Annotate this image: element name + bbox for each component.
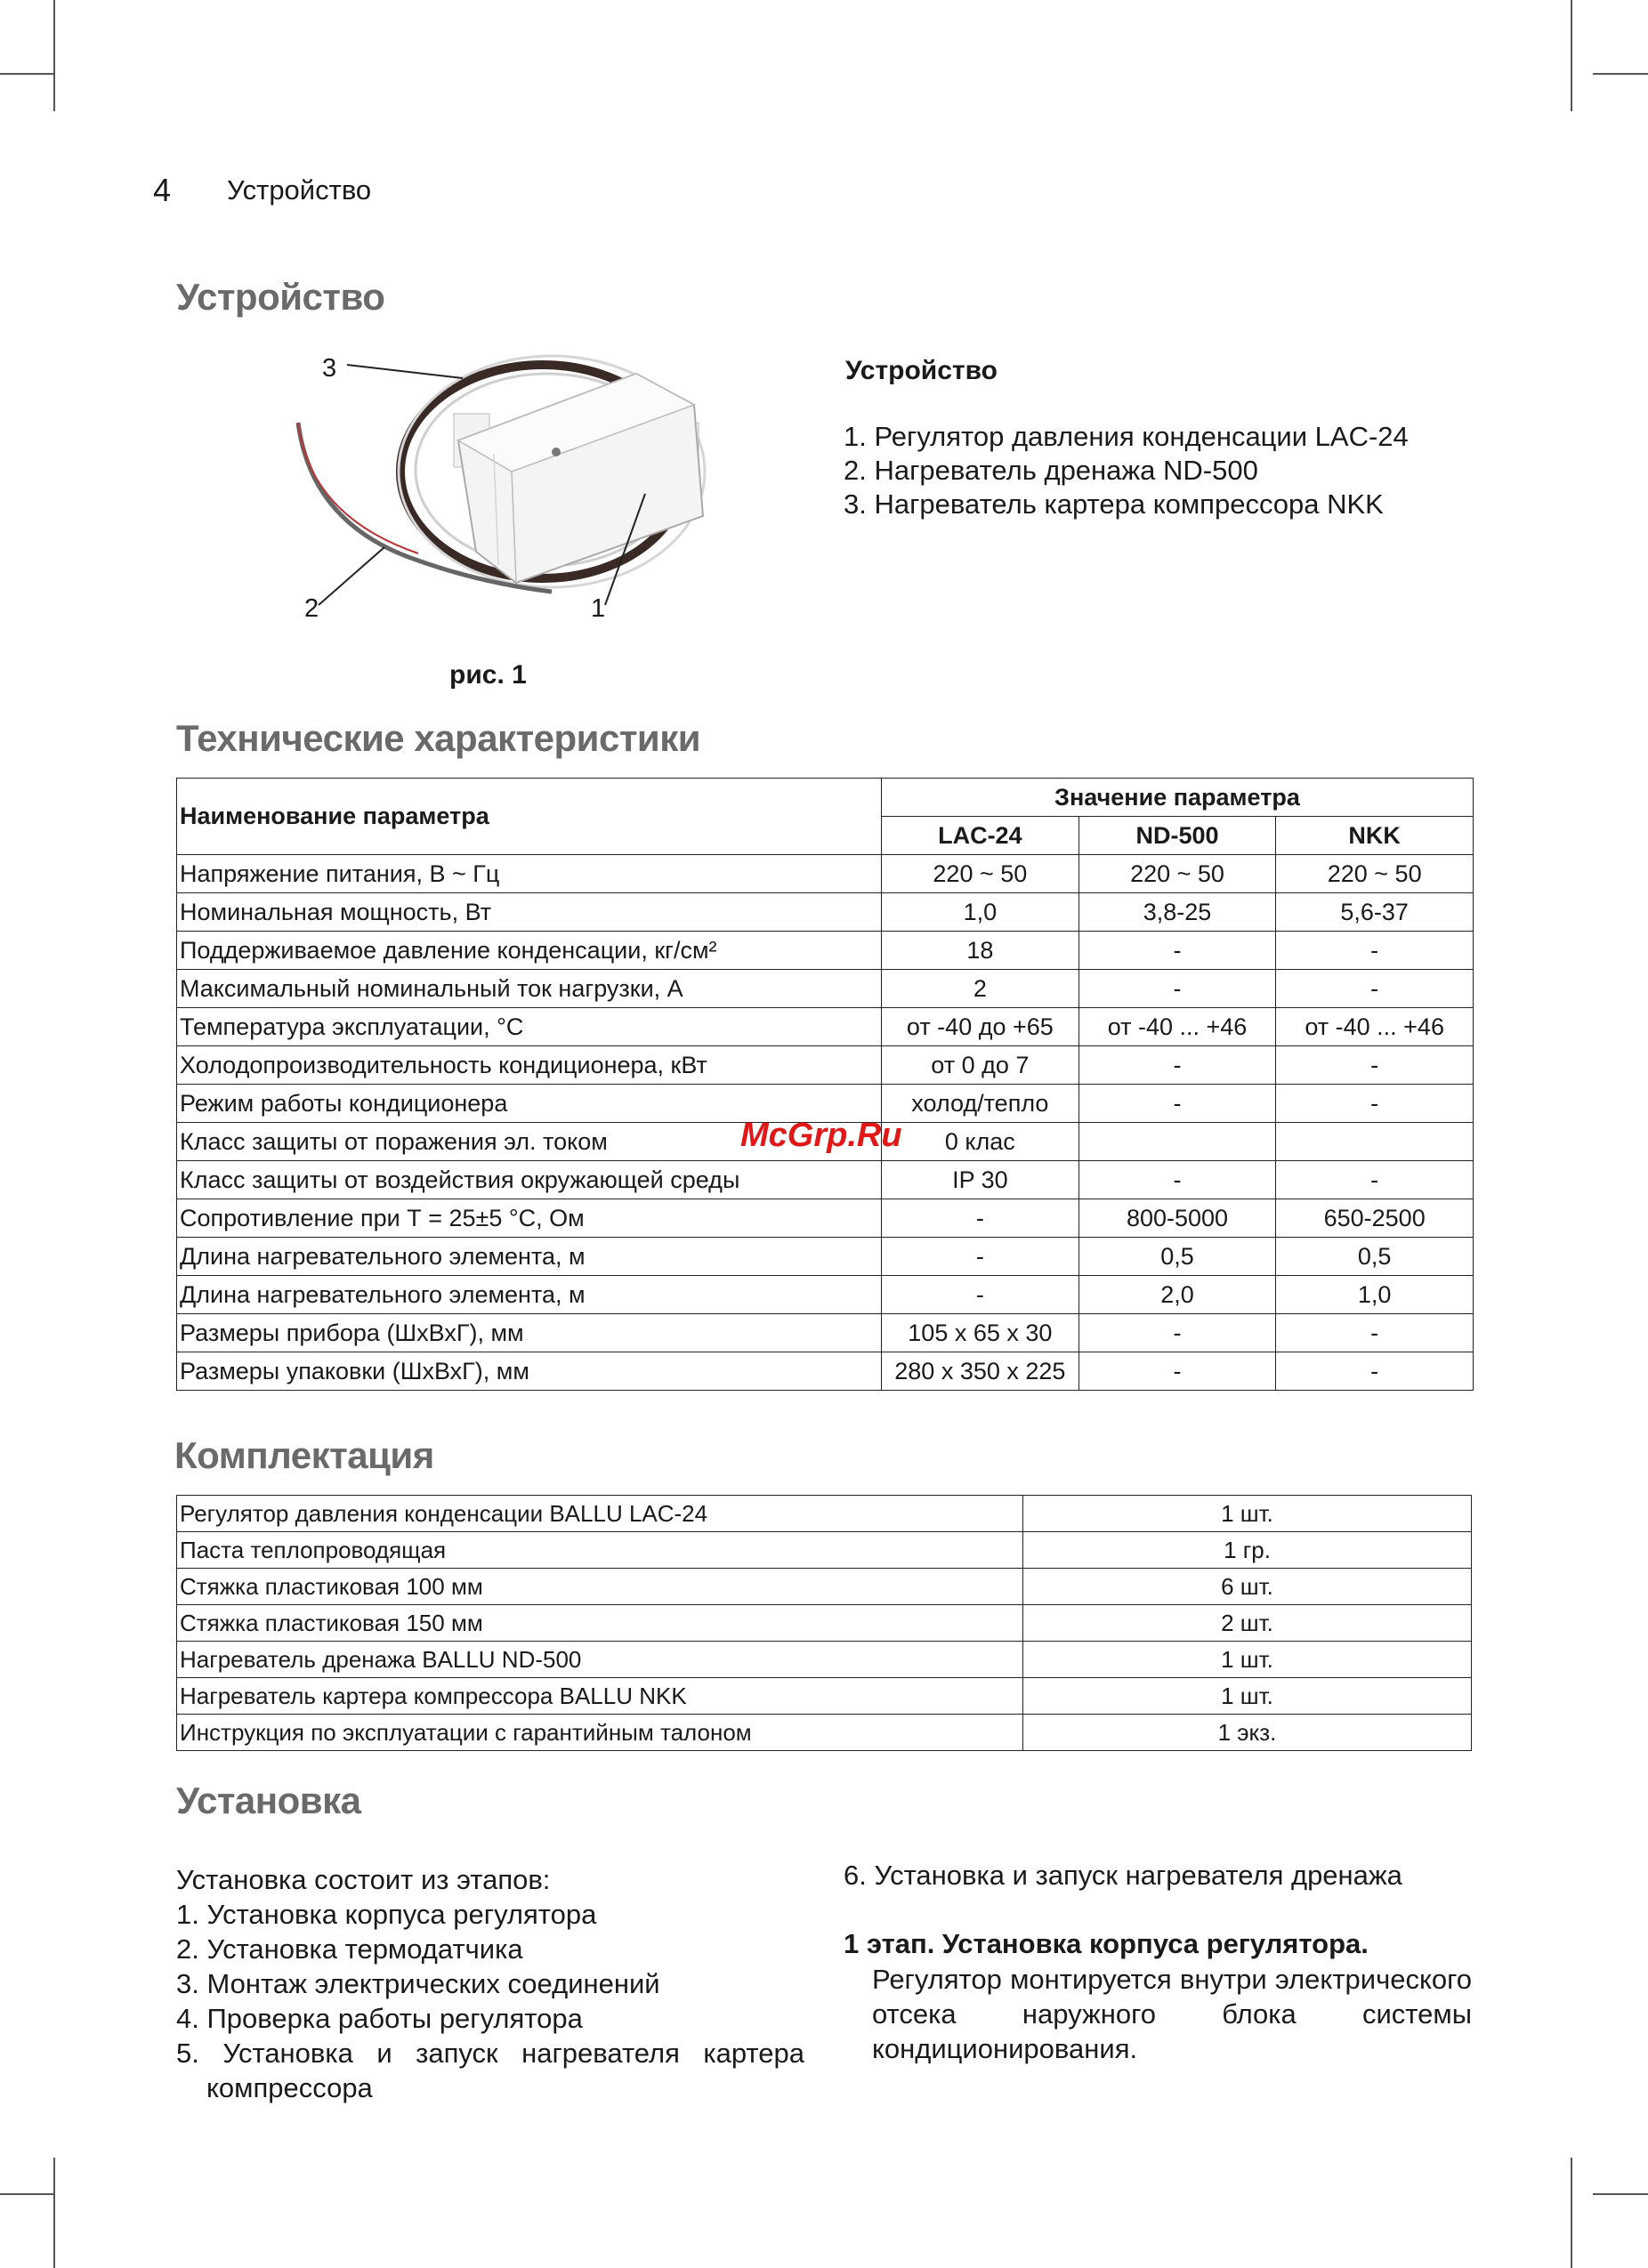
list-item: 4. Проверка работы регулятора (176, 2003, 583, 2034)
kit-item-name: Инструкция по эксплуатации с гарантийным талоном (177, 1715, 1023, 1751)
kit-item-name: Стяжка пластиковая 100 мм (177, 1569, 1023, 1605)
crop-mark (1593, 2193, 1648, 2195)
table-row (177, 1161, 1474, 1199)
param-value: - (1276, 970, 1474, 1008)
section-heading-specs: Технические характеристики (176, 717, 701, 759)
kit-item-qty: 1 гр. (1023, 1532, 1472, 1569)
device-list-title: Устройство (845, 356, 998, 385)
list-item: 5. Установка и запуск нагревателя картера компрессора (176, 2038, 804, 2103)
param-name: Длина нагревательного элемента, м (177, 1276, 882, 1314)
param-name: Напряжение питания, В ~ Гц (177, 855, 882, 893)
table-row (177, 1276, 1474, 1314)
kit-item-name: Нагреватель картера компрессора BALLU NKK (177, 1678, 1023, 1715)
section-heading-device: Устройство (176, 276, 385, 318)
table-row (177, 1496, 1472, 1532)
table-row (177, 1605, 1472, 1642)
param-value: - (1078, 932, 1276, 970)
param-value: 650-2500 (1276, 1199, 1474, 1238)
param-value: IP 30 (882, 1161, 1079, 1199)
crop-mark (1571, 0, 1572, 111)
figure-caption: рис. 1 (449, 660, 527, 690)
list-item: 3. Нагреватель картера компрессора NKK (844, 488, 1384, 520)
header-model: NKK (1276, 817, 1474, 855)
kit-item-qty: 1 шт. (1023, 1642, 1472, 1678)
kit-item-name: Стяжка пластиковая 150 мм (177, 1605, 1023, 1642)
param-value: 1,0 (1276, 1276, 1474, 1314)
param-name: Размеры упаковки (ШхВхГ), мм (177, 1352, 882, 1391)
header-model: LAC-24 (882, 817, 1079, 855)
kit-item-qty: 1 шт. (1023, 1496, 1472, 1532)
page-number: 4 (153, 172, 172, 208)
param-value: 0,5 (1078, 1238, 1276, 1276)
param-name: Сопротивление при Т = 25±5 °С, Ом (177, 1199, 882, 1238)
table-row (177, 1352, 1474, 1391)
section-heading-install: Установка (176, 1780, 361, 1821)
param-name: Класс защиты от поражения эл. током (177, 1123, 882, 1161)
param-value: - (1078, 1046, 1276, 1085)
device-figure (285, 338, 747, 623)
table-row (177, 1715, 1472, 1751)
table-row (177, 1642, 1472, 1678)
param-value: 18 (882, 932, 1079, 970)
param-value: 2 (882, 970, 1079, 1008)
param-value: 3,8-25 (1078, 893, 1276, 932)
param-name: Поддерживаемое давление конденсации, кг/см² (177, 932, 882, 970)
table-row (177, 932, 1474, 970)
param-value: от 0 до 7 (882, 1046, 1079, 1085)
figure-label-2: 2 (304, 594, 319, 623)
header-model: ND-500 (1078, 817, 1276, 855)
crop-mark (53, 0, 55, 111)
specs-table (176, 778, 1474, 1391)
install-intro: Установка состоит из этапов: (176, 1864, 551, 1895)
param-value: - (1276, 1161, 1474, 1199)
watermark: McGrp.Ru (740, 1117, 902, 1154)
header-value: Значение параметра (882, 779, 1474, 817)
list-item: 1. Установка корпуса регулятора (176, 1899, 597, 1930)
kit-item-name: Нагреватель дренажа BALLU ND-500 (177, 1642, 1023, 1678)
crop-mark (1593, 73, 1648, 75)
stage1-title: 1 этап. Установка корпуса регулятора. (844, 1928, 1369, 1959)
crop-mark (0, 73, 53, 75)
table-row (177, 893, 1474, 932)
figure-label-1: 1 (591, 594, 606, 623)
table-row (177, 1678, 1472, 1715)
param-value: 280 x 350 x 225 (882, 1352, 1079, 1391)
kit-item-qty: 1 шт. (1023, 1678, 1472, 1715)
param-value: - (1276, 1352, 1474, 1391)
device-list (844, 420, 1409, 521)
param-name: Холодопроизводительность кондиционера, кВт (177, 1046, 882, 1085)
kit-item-qty: 2 шт. (1023, 1605, 1472, 1642)
param-name: Режим работы кондиционера (177, 1085, 882, 1123)
param-value: - (882, 1238, 1079, 1276)
param-value: - (1078, 1161, 1276, 1199)
figure-label-3: 3 (322, 354, 337, 383)
param-value: - (1078, 970, 1276, 1008)
list-item: 2. Нагреватель дренажа ND-500 (844, 455, 1258, 486)
table-row (177, 1199, 1474, 1238)
param-value: - (1276, 1314, 1474, 1352)
param-value: - (882, 1276, 1079, 1314)
stage1-text: Регулятор монтируется внутри электрического отсека наружного блока системы кондиционирования. (872, 1964, 1472, 2064)
param-value: от -40 до +65 (882, 1008, 1079, 1046)
param-name: Максимальный номинальный ток нагрузки, А (177, 970, 882, 1008)
kit-item-name: Регулятор давления конденсации BALLU LAC-24 (177, 1496, 1023, 1532)
table-row (177, 1532, 1472, 1569)
param-value: 220 ~ 50 (1078, 855, 1276, 893)
param-value: 800-5000 (1078, 1199, 1276, 1238)
table-row (177, 1314, 1474, 1352)
kit-item-name: Паста теплопроводящая (177, 1532, 1023, 1569)
param-name: Класс защиты от воздействия окружающей среды (177, 1161, 882, 1199)
param-name: Номинальная мощность, Вт (177, 893, 882, 932)
install-steps (176, 1862, 804, 2105)
param-value (1276, 1123, 1474, 1161)
param-name: Длина нагревательного элемента, м (177, 1238, 882, 1276)
param-value: 220 ~ 50 (882, 855, 1079, 893)
param-value: 105 x 65 x 30 (882, 1314, 1079, 1352)
list-item: 2. Установка термодатчика (176, 1933, 523, 1965)
param-value: - (882, 1199, 1079, 1238)
indicator-led (552, 448, 561, 456)
param-value: от -40 ... +46 (1078, 1008, 1276, 1046)
param-value: 0 клас (882, 1123, 1079, 1161)
param-value: холод/тепло (882, 1085, 1079, 1123)
kit-table (176, 1495, 1472, 1751)
section-heading-kit: Комплектация (174, 1434, 434, 1476)
table-row (177, 1238, 1474, 1276)
param-name: Размеры прибора (ШхВхГ), мм (177, 1314, 882, 1352)
param-value: 1,0 (882, 893, 1079, 932)
param-value: - (1078, 1352, 1276, 1391)
list-item: 1. Регулятор давления конденсации LAC-24 (844, 421, 1409, 452)
param-value: 0,5 (1276, 1238, 1474, 1276)
kit-item-qty: 6 шт. (1023, 1569, 1472, 1605)
crop-mark (1571, 2158, 1572, 2268)
param-value: от -40 ... +46 (1276, 1008, 1474, 1046)
list-item: 3. Монтаж электрических соединений (176, 1968, 660, 1999)
running-title: Устройство (227, 174, 372, 206)
crop-mark (53, 2158, 55, 2268)
param-value: 5,6-37 (1276, 893, 1474, 932)
param-value: 220 ~ 50 (1276, 855, 1474, 893)
param-value: - (1078, 1314, 1276, 1352)
param-value: - (1276, 932, 1474, 970)
table-row (177, 970, 1474, 1008)
param-value: - (1276, 1046, 1474, 1085)
param-value: - (1276, 1085, 1474, 1123)
param-value (1078, 1123, 1276, 1161)
table-row (177, 1569, 1472, 1605)
param-name: Температура эксплуатации, °С (177, 1008, 882, 1046)
param-value: - (1078, 1085, 1276, 1123)
table-row (177, 1008, 1474, 1046)
kit-item-qty: 1 экз. (1023, 1715, 1472, 1751)
table-row (177, 855, 1474, 893)
install-step-6: 6. Установка и запуск нагревателя дренажа (844, 1860, 1402, 1891)
table-row (177, 1046, 1474, 1085)
crop-mark (0, 2193, 53, 2195)
param-value: 2,0 (1078, 1276, 1276, 1314)
header-param: Наименование параметра (177, 779, 882, 855)
